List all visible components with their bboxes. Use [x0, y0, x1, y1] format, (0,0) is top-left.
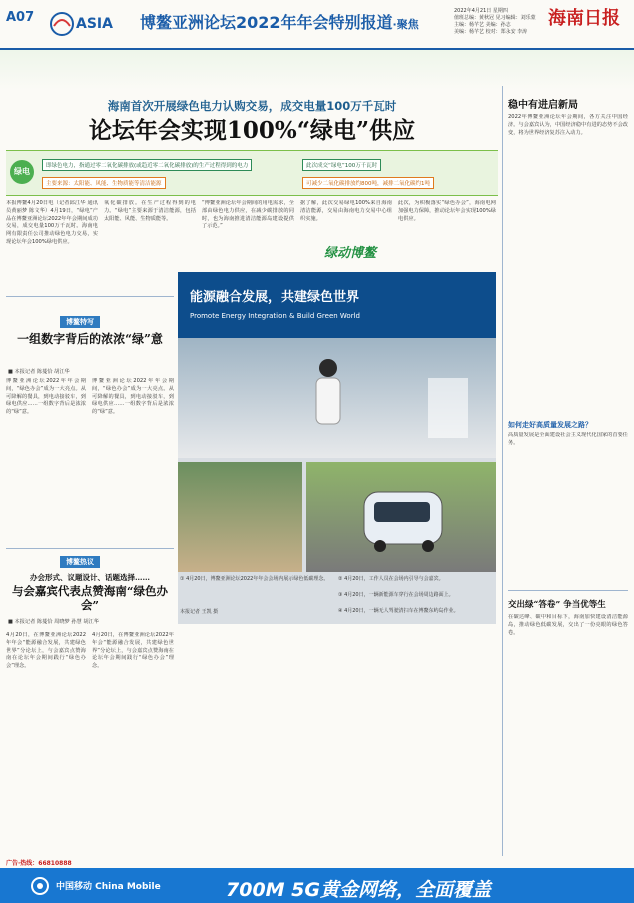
right-story-1-body: 2022年博鳌亚洲论坛年会期间，各方关注中国经济。与会嘉宾认为，中国经济稳中有进的态势不会改变，将为世界经济复苏注入动力。	[508, 114, 628, 136]
main-story-kicker: 海南首次开展绿色电力认购交易，成交电量100万千瓦时	[107, 99, 397, 113]
stage-banner-en: Promote Energy Integration & Build Green World	[190, 312, 360, 320]
speaker-figure-icon	[178, 338, 496, 458]
right-headline-2: 交出绿“答卷” 争当优等生	[508, 600, 606, 610]
photo-caption-3: ③ 4月20日，一辆新能源车穿行在会场周边路面上。	[338, 592, 454, 598]
ad-slogan: 700M 5G黄金网络，全面覆盖	[226, 879, 491, 901]
right-subtitle: 如何走好高质量发展之路？	[508, 420, 592, 429]
photo-caption-4: ④ 4月20日，一辆无人驾驶清扫车在博鳌东屿岛作业。	[338, 608, 459, 614]
page-header	[0, 0, 634, 50]
feature-body-2: 博鳌亚洲论坛2022年年会期间，“绿色办会”成为一大亮点。从可降解的餐具，到电动接驳车，到绿电供应……一组数字背后是浓浓的“绿”意。	[92, 378, 174, 416]
green-power-banner	[6, 150, 498, 196]
section-tag-feature: 博鳌特写	[60, 316, 100, 328]
forum-logo	[48, 6, 136, 42]
photo-section-title: 绿动博鳌	[324, 246, 377, 261]
edition-editors-3: 美编：杨芊艺 校对：郑永安 李涛	[454, 29, 528, 35]
discussion-byline: ■ 本报记者 陈蔓恰 周晓梦 孙慧 胡江华	[8, 619, 99, 625]
edition-editors-1: 值班总编：黄秋冠 见习编辑：刘乐蒙	[454, 15, 536, 21]
green-power-definition: 即绿色电力，指通过零二氧化碳排放(或趋近零二氧化碳排放)的生产过程得到的电力	[42, 159, 252, 171]
edition-editors-2: 主编：杨芊艺 美编：孙志	[454, 22, 511, 28]
photo-credit: 本报记者 王凯 摄	[180, 609, 219, 615]
seating-photo	[178, 462, 302, 572]
feature-byline: ■ 本报记者 陈蔓恰 胡江华	[8, 369, 70, 375]
photo-caption-1: ① 4月20日，博鳌亚洲论坛2022年年会会场内展示绿色低碳理念。	[180, 576, 329, 582]
page-number: A07	[6, 10, 35, 25]
green-power-reduction: 可减少二氧化碳排放约800吨，减排二氧化碳约1吨	[302, 177, 434, 189]
column-divider	[502, 86, 503, 856]
discussion-subheading: 办会形式、议题设计、话题选择……	[30, 573, 150, 582]
main-story-col-5: 此次，为积极落实“绿色办会”，海南电网加强电力保障，推动论坛年会实现100%绿电供应。	[398, 200, 496, 222]
main-story-col-4: 据了解，此次交易绿电100%来自海南清洁能源，交易由海南电力交易中心组织实施。	[300, 200, 392, 222]
discussion-body: 4月20日，在博鳌亚洲论坛2022年年会“能源融合发展，共建绿色世界”分论坛上，与会嘉宾点赞海南在论坛年会期间践行“绿色办会”理念。	[6, 632, 86, 670]
advertisement-banner	[0, 868, 634, 903]
header-illustration	[0, 50, 634, 90]
section-tag-discussion: 博鳌热议	[60, 556, 100, 568]
right-story-2-body: 在碳达峰、碳中和目标下，海南加快建设清洁能源岛，推动绿色低碳发展，交出了一份亮眼的绿色答卷。	[508, 614, 628, 636]
main-story-col-2: 氧化碳排放。在生产过程得到的电力。“绿电”主要来源于清洁能源，包括太阳能、风能、生物质能等。	[104, 200, 196, 222]
divider	[508, 590, 628, 591]
speaker-photo	[178, 338, 496, 458]
green-power-icon: 绿电	[10, 160, 34, 184]
ad-brand: 中国移动 China Mobile	[56, 882, 161, 892]
vehicle-icon	[306, 462, 496, 572]
discussion-body-2: 4月20日，在博鳌亚洲论坛2022年年会“能源融合发展，共建绿色世界”分论坛上，与会嘉宾点赞海南在论坛年会期间践行“绿色办会”理念。	[92, 632, 174, 670]
special-report-title	[140, 10, 419, 33]
right-headline-1: 稳中有进启新局	[508, 100, 578, 111]
forum-logo-text: ASIA	[76, 16, 113, 32]
stage-banner-cn: 能源融合发展，共建绿色世界	[190, 290, 360, 305]
photo-caption-2: ② 4月20日，工作人员在会场内引导与会嘉宾。	[338, 576, 444, 582]
main-story-col-3: “博鳌亚洲论坛年会期间的用电需求，全部由绿色电力供应，在减少碳排放的同时，也为海南推进清洁能源岛建设提供了示范。”	[202, 200, 294, 230]
green-power-sources: 主要来源：太阳能、风能、生物质能等清洁能源	[42, 177, 166, 189]
special-report-suffix: ·聚焦	[392, 18, 419, 31]
discussion-headline: 与会嘉宾代表点赞海南“绿色办会”	[11, 584, 169, 612]
newspaper-masthead: 海南日报	[548, 8, 620, 29]
divider	[6, 548, 174, 549]
right-column	[508, 86, 628, 846]
photo-collage	[178, 272, 496, 624]
china-mobile-logo-icon	[30, 876, 50, 896]
green-power-volume: 此次成交“绿电”100万千瓦时	[302, 159, 381, 171]
edition-date: 2022年4月21日 星期四	[454, 8, 508, 14]
right-sub-body: 高质量发展是全面建设社会主义现代化国家的首要任务。	[508, 432, 628, 446]
ad-hotline: 广告·热线：66810888	[6, 860, 72, 867]
clean-vehicle-photo	[306, 462, 496, 572]
main-story-headline: 论坛年会实现100%“绿电”供应	[88, 117, 416, 144]
divider	[6, 296, 174, 297]
feature-headline: 一组数字背后的浓浓“绿”意	[17, 332, 163, 346]
feature-body: 博鳌亚洲论坛2022年年会期间，“绿色办会”成为一大亮点。从可降解的餐具，到电动接驳车，到绿电供应……一组数字背后是浓浓的“绿”意。	[6, 378, 86, 416]
main-story-col-1: 本报博鳌4月20日电（记者邱江华 通讯员黄丽梦 陈文华）4月19日，“绿电”产品在博鳌亚洲论坛2022年年会期间成功交易，成交电量100万千瓦时。海南电网有限责任公司推动绿色电力交易，实现论坛年会100%绿电供应。	[6, 200, 98, 245]
edition-info	[454, 8, 544, 36]
forum-stage-photo	[178, 272, 496, 338]
special-report-title-text: 博鳌亚洲论坛2022年年会特别报道	[140, 13, 393, 32]
